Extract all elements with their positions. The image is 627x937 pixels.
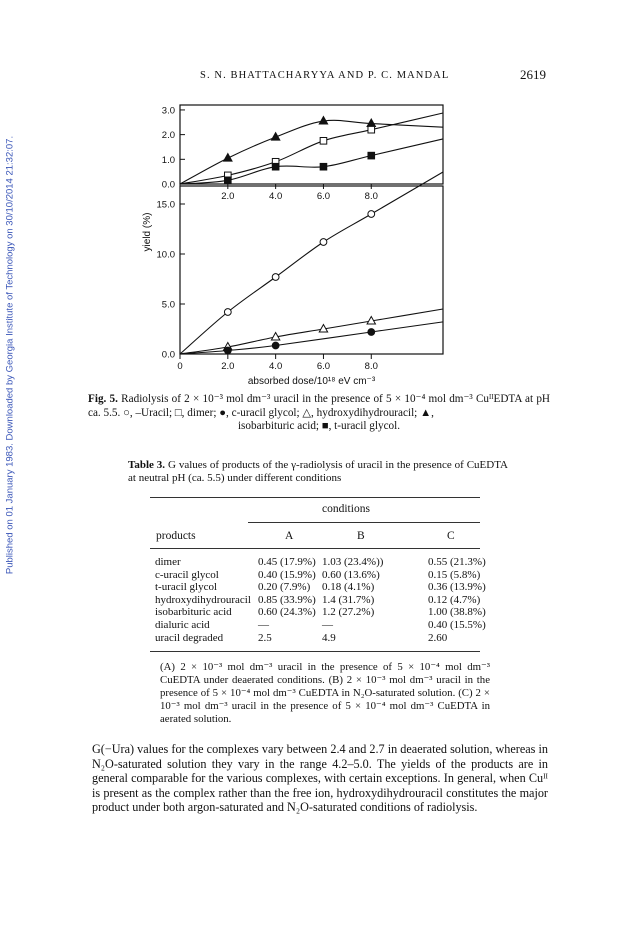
table-cell-a: 0.60 (24.3%)	[258, 606, 316, 619]
table-cell-c: 0.12 (4.7%)	[428, 593, 481, 606]
x-tick-label: 2.0	[221, 191, 235, 202]
chart-tick-labels	[142, 105, 378, 387]
table-cell-c: 0.36 (13.9%)	[428, 581, 486, 594]
y-tick-label: 15.0	[156, 199, 175, 211]
table-cell-c: 0.55 (21.3%)	[428, 556, 486, 568]
figure-label: Fig. 5.	[88, 393, 118, 405]
circle-marker	[224, 309, 231, 316]
table-product-name: c-uracil glycol	[155, 568, 219, 581]
header-bottom-rule	[150, 548, 480, 549]
square-marker	[368, 152, 375, 159]
table-cell-b: 0.60 (13.6%)	[322, 568, 380, 581]
conditions-rule	[248, 522, 480, 523]
y-axis-label: yield (%)	[142, 212, 153, 252]
square-marker	[225, 177, 232, 184]
table-cell-a: 0.85 (33.9%)	[258, 593, 316, 606]
table-bottom-rule	[150, 651, 480, 652]
series-curve	[180, 309, 443, 354]
running-head: S. N. BHATTACHARYYA AND P. C. MANDAL	[200, 70, 450, 81]
table-cell-b: 4.9	[322, 631, 336, 644]
circle-marker	[368, 329, 375, 336]
table-product-name: dimer	[155, 556, 181, 568]
series-curve	[180, 120, 443, 184]
table-product-name: dialuric acid	[155, 619, 210, 631]
square-marker	[368, 126, 375, 133]
y-tick-label: 2.0	[161, 130, 175, 142]
table-product-name: isobarbituric acid	[155, 606, 232, 619]
watermark-text: Published on 01 January 1983. Downloaded by Georgia Institute of Technology on 30/10/2014 21:32:07.	[4, 135, 16, 575]
y-tick-label: 1.0	[161, 154, 175, 166]
x-axis-label: absorbed dose/10¹⁸ eV cm⁻³	[247, 376, 376, 387]
y-tick-label: 3.0	[161, 105, 175, 117]
chart-markers	[224, 117, 376, 354]
circle-marker	[224, 347, 231, 354]
figure-5-chart	[0, 0, 627, 400]
table-cell-b: 1.03 (23.4%))	[322, 556, 384, 568]
table-cell-b: —	[322, 619, 333, 631]
x-tick-label: 6.0	[316, 361, 331, 372]
y-tick-label: 10.0	[156, 249, 175, 261]
table-cell-a: 0.45 (17.9%)	[258, 556, 316, 568]
circle-marker	[368, 211, 375, 218]
panel-frame-bottom	[180, 186, 443, 354]
table-cell-a: —	[258, 619, 269, 631]
table-notes: (A) 2 × 10⁻³ mol dm⁻³ uracil in the presence of 5 × 10⁻⁴ mol dm⁻³ CuEDTA under deaerated conditions. (B) 2 × 10⁻³ mol dm⁻³ uracil in the presence of 5 × 10⁻⁴ mol dm⁻³ CuEDTA in N₂O-saturated solution. (C) 2 × 10⁻³ mol dm⁻³ uracil in the presence of 5 × 10⁻⁴ mol dm⁻³ CuEDTA in aerated solution.	[160, 661, 490, 725]
table-product-name: hydroxydihydrouracil	[155, 593, 251, 606]
figure-caption	[88, 393, 550, 434]
column-c-header: C	[447, 530, 455, 542]
page-number: 2619	[520, 67, 546, 82]
x-tick-label: 0	[177, 361, 183, 372]
table-cell-c: 2.60	[428, 631, 448, 644]
table-caption	[128, 459, 508, 485]
table-cell-a: 0.20 (7.9%)	[258, 581, 311, 594]
x-tick-label: 8.0	[364, 191, 378, 202]
y-tick-label: 5.0	[161, 299, 175, 311]
square-marker	[320, 137, 327, 144]
table-label: Table 3.	[128, 459, 166, 471]
y-tick-label: 0.0	[161, 349, 175, 361]
figure-caption-last-line: isobarbituric acid; ■, t-uracil glycol.	[237, 420, 401, 432]
body-paragraph: G(−Ura) values for the complexes vary between 2.4 and 2.7 in deaerated solution, whereas in N₂O-saturated solution they vary in the range 4.2–5.0. The yields of the products are in general comparable for the various complexes, with certain exceptions. In general, when Cuᴵᴵ is present as the complex rather than the free ion, hydroxydihydrouracil constitutes the major product under both argon-saturated and N₂O-saturated conditions of radiolysis.	[92, 742, 548, 815]
circle-marker	[272, 274, 279, 281]
chart-fitted-curves	[180, 113, 443, 354]
table-cell-a: 2.5	[258, 631, 272, 644]
table-cell-a: 0.40 (15.9%)	[258, 568, 316, 581]
table-cell-c: 0.15 (5.8%)	[428, 568, 481, 581]
table-cell-b: 1.4 (31.7%)	[322, 593, 375, 606]
conditions-header: conditions	[322, 503, 370, 515]
chart-axes	[180, 105, 443, 359]
figure-caption-text: Radiolysis of 2 × 10⁻³ mol dm⁻³ uracil in the presence of 5 × 10⁻⁴ mol dm⁻³ CuᴵᴵEDTA at pH ca. 5.5. ○, –Uracil; □, dimer; ●, c-uracil glycol; △, hydroxydihydrouracil; ▲,	[88, 393, 550, 419]
table-cell-c: 1.00 (38.8%)	[428, 606, 486, 619]
table-product-name: uracil degraded	[155, 631, 224, 644]
table-product-name: t-uracil glycol	[155, 581, 218, 594]
y-tick-label: 0.0	[161, 179, 175, 191]
series-curve	[180, 172, 443, 354]
table-cell-c: 0.40 (15.5%)	[428, 619, 486, 631]
triangle-marker	[224, 154, 232, 162]
table-cell-b: 1.2 (27.2%)	[322, 606, 375, 619]
panel-frame-top	[180, 105, 443, 184]
square-marker	[320, 163, 327, 170]
table-cell-b: 0.18 (4.1%)	[322, 581, 375, 594]
circle-marker	[272, 342, 279, 349]
table-top-rule	[150, 497, 480, 498]
column-a-header: A	[285, 530, 294, 542]
column-b-header: B	[357, 530, 365, 542]
table-caption-text: G values of products of the γ-radiolysis of uracil in the presence of CuEDTA at neutral pH (ca. 5.5) under different conditions	[128, 459, 509, 484]
x-tick-label: 2.0	[221, 361, 235, 372]
x-tick-label: 8.0	[364, 361, 378, 372]
square-marker	[272, 163, 279, 170]
x-tick-label: 4.0	[269, 191, 283, 202]
products-header: products	[156, 530, 196, 542]
circle-marker	[320, 239, 327, 246]
x-tick-label: 4.0	[269, 361, 283, 372]
series-curve	[180, 322, 443, 354]
x-tick-label: 6.0	[316, 191, 331, 202]
triangle-marker	[367, 119, 375, 127]
